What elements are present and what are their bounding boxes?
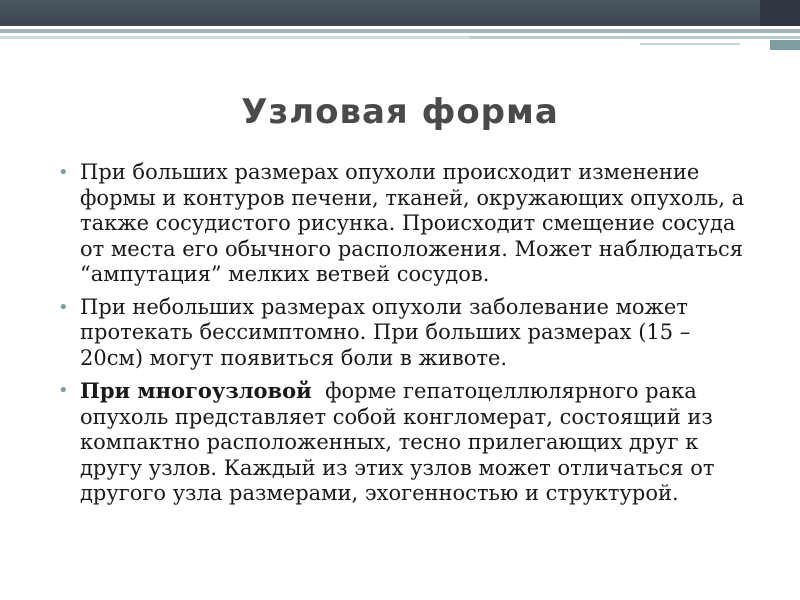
slide-title: Узловая форма	[241, 92, 559, 132]
header-band-corner	[760, 0, 800, 26]
bullet-icon: •	[58, 380, 69, 401]
bullet-item	[58, 160, 758, 288]
header-accent-line	[0, 29, 800, 33]
header-band	[0, 0, 800, 26]
bullet-text: При небольших размерах опухоли заболевание может протекать бессимптомно. При больших размерах (15 – 20см) могут появиться боли в животе.	[80, 294, 691, 370]
header-accent-block	[770, 40, 800, 50]
bullet-item	[58, 295, 758, 372]
header-accent-line-mid	[470, 36, 800, 39]
bullet-text: форме гепатоцеллюлярного рака опухоль представляет собой конгломерат, состоящий из компактно расположенных, тесно прилегающих друг к другу узлов. Каждый из этих узлов может отличаться от другого узла размерами, эхогенностью и структурой.	[80, 379, 722, 505]
bullet-icon: •	[58, 162, 69, 183]
header-accent-line-light	[0, 36, 470, 39]
bullet-list	[58, 160, 758, 514]
bullet-icon: •	[58, 296, 69, 318]
bullet-item	[58, 378, 758, 507]
bullet-text: При больших размерах опухоли происходит изменение формы и контуров печени, тканей, окружающих опухоль, а также сосудистого рисунка. Происходит смещение сосуда от места его обычного расположения. Может наблюдаться “ампутация” мелких ветвей сосудов.	[80, 160, 745, 286]
bullet-bold-prefix: При многоузловой	[80, 378, 312, 403]
header-accent-line-short	[640, 43, 740, 45]
